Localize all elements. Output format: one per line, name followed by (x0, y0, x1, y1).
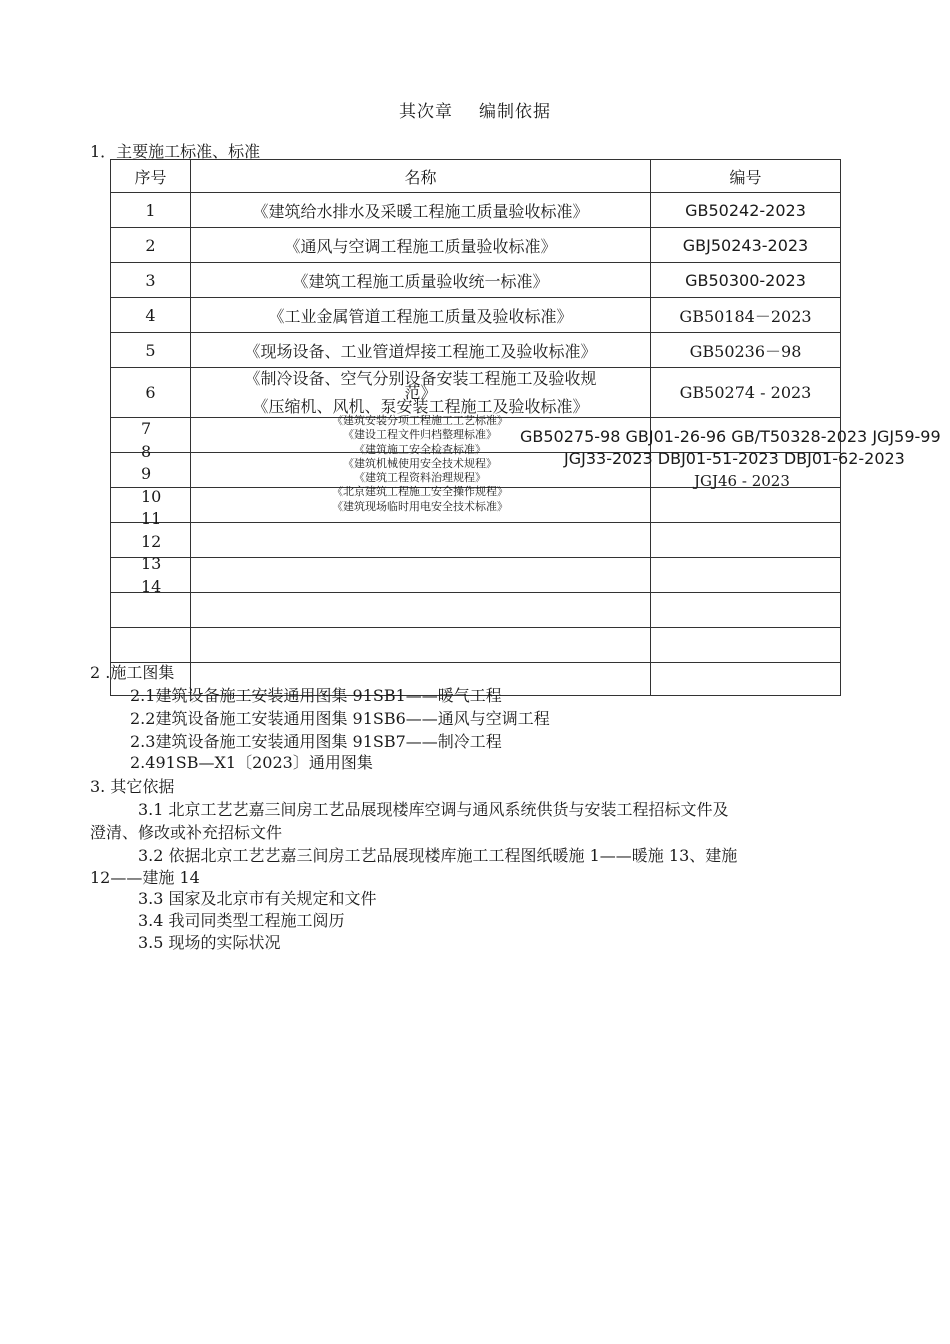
table-row (111, 298, 841, 333)
table-row-empty (111, 523, 841, 558)
row-name-multiline (191, 368, 651, 418)
row-name: 《建筑工程施工质量验收统一标准》 (191, 263, 651, 298)
section3-item: 3.5 现场的实际状况 (138, 933, 281, 952)
row-code: GB50274 - 2023 (651, 368, 841, 418)
overflow-row-codes (520, 426, 941, 492)
section2-item: 2.491SB—X1〔2023〕通用图集 (130, 753, 373, 772)
row-no: 3 (111, 263, 191, 298)
header-no: 序号 (111, 160, 191, 193)
row-name-line: 范》 (404, 382, 437, 402)
codes-line: JGJ33-2023 DBJ01-51-2023 DBJ01-62-2023 (564, 449, 905, 468)
row-no: 13 (141, 554, 162, 573)
row-name: 《建筑工程资料治理规程》 (354, 471, 486, 485)
section3-item: 3.3 国家及北京市有关规定和文件 (138, 889, 377, 908)
row-name: 《北京建筑工程施工安全操作规程》 (332, 485, 508, 499)
row-name: 《建筑给水排水及采暖工程施工质量验收标准》 (191, 193, 651, 228)
row-name: 《建筑机械使用安全技术规程》 (343, 456, 497, 470)
section2-item: 2.2建筑设备施工安装通用图集 91SB6——通风与空调工程 (130, 709, 550, 728)
codes-line: GB50275-98 GBJ01-26-96 GB/T50328-2023 JGJ59-99 (520, 427, 941, 446)
overflow-row-numbers (141, 418, 163, 598)
table-row (111, 228, 841, 263)
section2-item: 2.3建筑设备施工安装通用图集 91SB7——制冷工程 (130, 732, 502, 751)
row-name: 《现场设备、工业管道焊接工程施工及验收标准》 (191, 333, 651, 368)
row-no: 12 (141, 531, 162, 551)
section3-heading: 3. 其它依据 (90, 777, 175, 796)
table-row-empty (111, 628, 841, 663)
row-name: 《建设工程文件归档整理标准》 (343, 428, 497, 442)
row-name-line: 《制冷设备、空气分别设备安装工程施工及验收规 (244, 368, 597, 388)
section3-item: 3.4 我司同类型工程施工阅历 (138, 911, 345, 930)
row-name: 《工业金属管道工程施工质量及验收标准》 (191, 298, 651, 333)
row-code: GBJ50243-2023 (651, 228, 841, 263)
row-no: 4 (111, 298, 191, 333)
row-no: 2 (111, 228, 191, 263)
section3-item-cont: 12——建施 14 (90, 868, 200, 887)
codes-line: JGJ46 - 2023 (694, 472, 790, 490)
row-no: 8 (141, 441, 152, 461)
title-part1: 其次章 (399, 102, 453, 122)
table-row (111, 333, 841, 368)
table-row (111, 368, 841, 418)
row-name: 《通风与空调工程施工质量验收标准》 (191, 228, 651, 263)
section2-heading: 2 .施工图集 (90, 663, 175, 682)
header-name: 名称 (191, 160, 651, 193)
section3-item-cont: 澄清、修改或补充招标文件 (90, 823, 283, 842)
row-no: 11 (141, 509, 162, 528)
row-name: 《建筑现场临时用电安全技术标准》 (332, 499, 508, 513)
section2-item: 2.1建筑设备施工安装通用图集 91SB1——暖气工程 (130, 686, 502, 705)
title-part2: 编制依据 (479, 102, 551, 122)
row-code: GB50236－98 (651, 333, 841, 368)
section1-heading: 1．主要施工标准、标准 (90, 142, 261, 161)
page-title (0, 97, 950, 122)
row-no: 7 (141, 419, 152, 438)
section3-item: 3.2 依据北京工艺艺嘉三间房工艺品展现楼库施工工程图纸暖施 1——暖施 13、建施 (138, 846, 738, 865)
row-code: GB50184－2023 (651, 298, 841, 333)
section3-item: 3.1 北京工艺艺嘉三间房工艺品展现楼库空调与通风系统供货与安装工程招标文件及 (138, 800, 729, 819)
table-row-empty (111, 593, 841, 628)
header-code: 编号 (651, 160, 841, 193)
row-no: 10 (141, 486, 162, 506)
row-no: 1 (111, 193, 191, 228)
row-name: 《建筑安装分项工程施工工艺标准》 (332, 414, 508, 427)
row-code: GB50300-2023 (651, 263, 841, 298)
table-row (111, 263, 841, 298)
row-no: 14 (141, 576, 162, 596)
row-name-line: 《压缩机、风机、泵安装工程施工及验收标准》 (252, 396, 589, 416)
row-no: 6 (111, 368, 191, 418)
table-row-empty (111, 558, 841, 593)
table-header-row (111, 160, 841, 193)
row-no: 5 (111, 333, 191, 368)
row-name: 《建筑施工安全检查标准》 (354, 442, 486, 456)
row-code: GB50242-2023 (651, 193, 841, 228)
row-no: 9 (141, 464, 152, 483)
table-row (111, 193, 841, 228)
